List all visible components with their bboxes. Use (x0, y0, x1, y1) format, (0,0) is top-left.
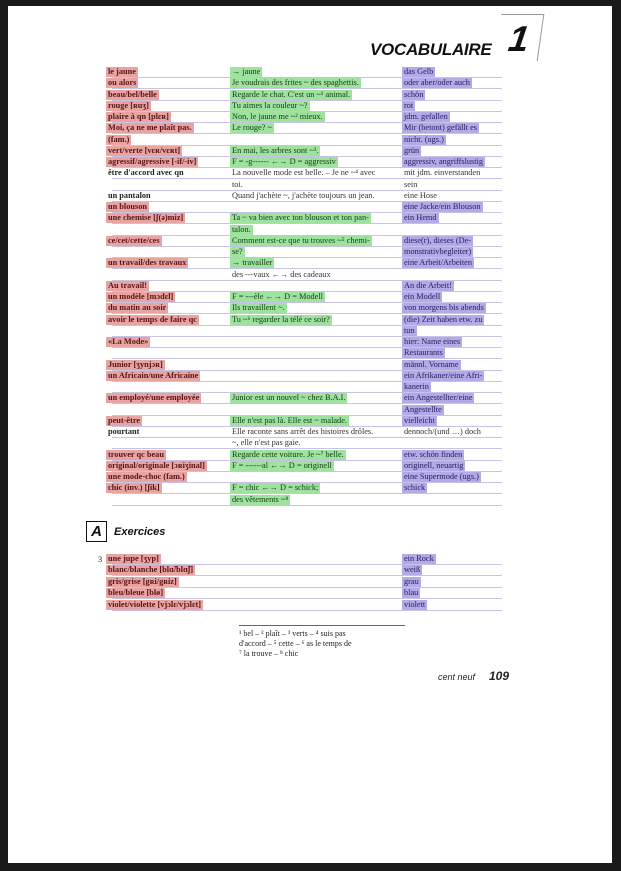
example-sentence: Non, le jaune me ~² mieux. (232, 112, 323, 121)
example-sentence: Ils travaillent ~. (232, 303, 285, 313)
example-sentence: Regarde cette voiture. Je ~⁷ belle. (232, 449, 344, 459)
french-term: un blouson (108, 202, 147, 211)
row-rule (112, 587, 502, 588)
german-translation: oder aber/oder auch (404, 78, 470, 88)
german-translation: eine Arbeit/Arbeiten (404, 258, 472, 268)
german-translation: hier: Name eines (404, 337, 461, 346)
row-rule (112, 178, 502, 179)
french-term: vert/verte [vɛʀ/vɛʀt] (108, 145, 181, 155)
german-translation: eine Jacke/ein Blouson (404, 202, 481, 211)
exercise-german-translation: ein Rock (404, 554, 434, 563)
example-sentence: se? (232, 247, 243, 256)
french-term: rouge [ʀuʒ] (108, 100, 149, 110)
page-number-words: cent neuf (438, 672, 476, 682)
example-sentence: Junior est un nouvel ~ chez B.A.I. (232, 393, 346, 403)
example-sentence: talon. (232, 224, 251, 234)
french-term: agressif/agressive [-if/-iv] (108, 157, 197, 166)
german-translation: männl. Vorname (404, 359, 459, 369)
german-translation: vielleicht (404, 415, 435, 425)
example-sentence: des ---vaux ←→ des cadeaux (232, 269, 331, 279)
exercise-french-term: blanc/blanche [blɑ̃/blɑ̃ʃ] (108, 565, 194, 575)
french-term: une mode-choc (fam.) (108, 472, 185, 481)
french-term: «La Mode» (108, 337, 149, 346)
german-translation: originell, neuartig (404, 460, 464, 470)
german-translation: schick (404, 483, 426, 493)
chapter-number: 1 (495, 14, 545, 61)
german-translation: mit jdm. einverstanden (404, 168, 481, 178)
example-sentence: Elle raconte sans arrêt des histoires drôles. (232, 427, 374, 436)
french-term: Moi, ça ne me plaît pas. (108, 123, 192, 133)
german-translation: An die Arbeit! (404, 280, 452, 290)
french-term: plaire à qn [plɛʀ] (108, 112, 169, 121)
french-term: un modèle [mɔdɛl] (108, 292, 174, 301)
german-translation: Angestellte (404, 404, 442, 414)
french-term: pourtant (108, 427, 140, 436)
page-number: 109 (489, 669, 510, 683)
example-sentence: Le rouge? ~ (232, 123, 272, 133)
french-term: un pantalon (108, 190, 151, 200)
example-sentence: F = ------al ←→ D = originell (232, 460, 332, 470)
german-translation: von morgens bis abends (404, 303, 484, 313)
german-translation: aggressiv, angriffslustig (404, 157, 484, 166)
german-translation: ein Modell (404, 292, 441, 301)
example-sentence: Regarde le chat. C'est un ~¹ animal. (232, 89, 351, 99)
french-term: trouver qc beau (108, 449, 164, 459)
german-translation: eine Supermode (ugs.) (404, 472, 479, 481)
french-term: un travail/des travaux (108, 258, 187, 268)
row-rule (112, 223, 502, 224)
example-sentence: Tu ~⁶ regarder la télé ce soir? (232, 314, 330, 324)
exercise-number: 3 (98, 555, 103, 564)
example-sentence: F = -g------ ←→ D = aggressiv (232, 157, 336, 166)
german-translation: dennoch/(und …) doch (404, 427, 481, 436)
example-sentence: toi. (232, 179, 243, 189)
example-sentence: Elle n'est pas là. Elle est ~ malade. (232, 415, 347, 425)
german-translation: diese(r), dieses (De- (404, 235, 472, 245)
exercise-german-translation: grau (404, 576, 419, 586)
row-rule (112, 610, 502, 611)
example-sentence: → travailler (232, 258, 273, 268)
french-term: Junior [ʒynjɔʀ] (108, 359, 163, 369)
french-term: le jaune (108, 67, 136, 76)
row-rule (112, 325, 502, 326)
french-term: (fam.) (108, 134, 130, 144)
german-translation: rot (404, 100, 414, 110)
german-translation: eine Hose (404, 190, 437, 200)
example-sentence: La nouvelle mode est belle. – Je ne ~⁴ avec (232, 168, 376, 178)
example-sentence: Je voudrais des frites ~ des spaghettis. (232, 78, 359, 88)
german-translation: schön (404, 89, 424, 99)
french-term: Au travail! (108, 280, 147, 290)
french-term: du matin au soir (108, 303, 167, 313)
example-sentence: des vêtements ~⁸ (232, 494, 289, 504)
german-translation: nicht. (ugs.) (404, 134, 444, 144)
row-rule (112, 505, 502, 506)
french-term: une chemise [ʃ(ə)miz] (108, 213, 184, 223)
section-letter-box: A (86, 521, 107, 542)
exercise-german-translation: weiß (404, 565, 421, 575)
exercise-french-term: une jupe [ʒyp] (108, 554, 159, 563)
french-term: beau/bel/belle (108, 89, 157, 99)
footnote-line: ⁷ la trouve – ⁸ chic (239, 649, 299, 658)
exercise-german-translation: blau (404, 588, 419, 598)
german-translation: (die) Zeit haben etw. zu (404, 314, 483, 324)
example-sentence: F = ---èle ←→ D = Modell (232, 292, 323, 301)
example-sentence: Quand j'achète ~, j'achète toujours un jean. (232, 190, 375, 200)
german-translation: monstrativbegleiter) (404, 247, 472, 256)
german-translation: Restaurants (404, 348, 443, 358)
book-page (8, 6, 612, 863)
exercise-french-term: violet/violette [vjɔlɛ/vjɔlɛt] (108, 599, 202, 609)
french-term: être d'accord avec qn (108, 168, 184, 178)
footnote-line: d'accord – ⁵ cette – ⁶ as le temps de (239, 639, 352, 648)
german-translation: jdm. gefallen (404, 112, 448, 121)
french-term: un employé/une employée (108, 393, 200, 403)
example-sentence: Tu aimes la couleur ~? (232, 100, 308, 110)
german-translation: etw. schön finden (404, 449, 463, 459)
example-sentence: → jaune (232, 67, 261, 76)
row-rule (112, 437, 502, 438)
footnote-divider (239, 625, 405, 626)
german-translation: ein Angestellter/eine (404, 393, 473, 403)
row-rule (112, 493, 502, 494)
example-sentence: Comment est-ce que tu trouves ~⁵ chemi- (232, 235, 370, 245)
page-heading: VOCABULAIRE (370, 40, 492, 59)
french-term: peut-être (108, 415, 141, 425)
german-translation: sein (404, 179, 418, 189)
french-term: ou alors (108, 78, 137, 88)
german-translation: grün (404, 145, 420, 155)
german-translation: Mir (betont) gefällt es (404, 123, 478, 133)
french-term: chic (inv.) [ʃik] (108, 483, 160, 493)
french-term: original/originale [ɔʀiʒinal] (108, 460, 205, 470)
example-sentence: F = chic ←→ D = schick; (232, 483, 319, 493)
german-translation: das Gelb (404, 67, 434, 76)
example-sentence: Ta ~ va bien avec ton blouson et ton pan- (232, 213, 369, 223)
row-rule (112, 381, 502, 382)
example-sentence: En mai, les arbres sont ~³. (232, 145, 319, 155)
french-term: un Africain/une Africaine (108, 370, 199, 380)
exercise-french-term: gris/grise [gʀi/gʀiz] (108, 576, 177, 586)
french-term: avoir le temps de faire qc (108, 314, 197, 324)
example-sentence: ~, elle n'est pas gaie. (232, 438, 301, 448)
section-title: Exercices (114, 526, 166, 538)
french-term: ce/cet/cette/ces (108, 235, 160, 245)
exercise-french-term: bleu/bleue [blø] (108, 588, 164, 598)
german-translation: ein Afrikaner/eine Afri- (404, 370, 483, 380)
german-translation: kanerin (404, 382, 429, 391)
german-translation: tun (404, 325, 415, 335)
german-translation: ein Hemd (404, 213, 437, 223)
exercise-german-translation: violett (404, 599, 426, 609)
footnote-line: ¹ bel – ² plaît – ³ verts – ⁴ suis pas (239, 629, 346, 638)
